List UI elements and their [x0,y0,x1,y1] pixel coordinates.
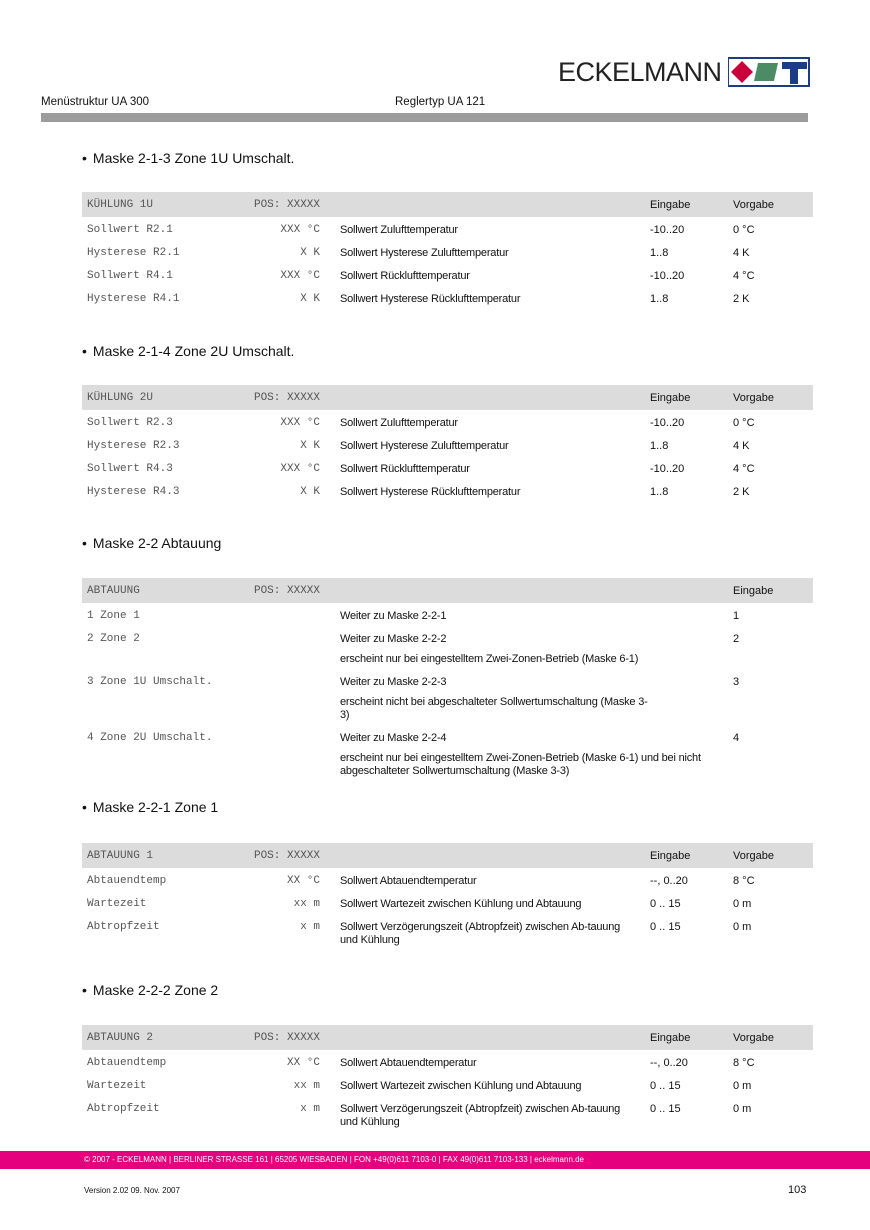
bullet-icon: • [82,343,87,359]
table-header-row [82,578,813,603]
param-description: Sollwert Hysterese Rücklufttemperatur [340,293,521,305]
empty-cell [245,626,320,669]
param-name: Hysterese R2.1 [87,247,180,259]
header-empty [320,1025,650,1050]
bullet-icon: • [82,982,87,998]
mask-table-kuehlung-1u [82,192,813,309]
section-title-maske-2-1-4: • Maske 2-1-4 Zone 2U Umschalt. [82,343,295,359]
header-empty [650,578,733,603]
empty-cell [650,669,733,725]
menu-entry-description: Weiter zu Maske 2-2-3 erscheint nicht bei abgeschalteter Sollwertumschaltung (Maske 3-3) [320,669,650,725]
param-display-value: x m [300,921,320,933]
menu-entry-note: erscheint nicht bei abgeschalteter Sollwertumschaltung (Maske 3-3) [340,696,648,721]
param-input-range: -10..20 [650,224,685,236]
param-display-value: xx m [293,898,320,910]
mask-table-kuehlung-2u [82,385,813,502]
table-row [82,725,813,781]
param-display-value: XX °C [286,1057,320,1069]
mask-position: POS: XXXXX [245,578,320,603]
header-empty [320,578,650,603]
param-input-range: -10..20 [650,463,685,475]
mask-position: POS: XXXXX [245,385,320,410]
param-description: Sollwert Zulufttemperatur [340,417,458,429]
table-row [82,433,813,456]
logo-wordmark: ECKELMANN [558,56,722,87]
param-input-range: 0 .. 15 [650,921,681,933]
column-eingabe: Eingabe [650,843,733,868]
header-divider-bar [41,113,808,122]
mask-position: POS: XXXXX [245,192,320,217]
column-vorgabe: Vorgabe [733,843,813,868]
param-default: 8 °C [733,1057,755,1069]
table-row [82,1050,813,1073]
bullet-icon: • [82,535,87,551]
table-row [82,263,813,286]
param-default: 0 m [733,898,752,910]
param-name: Sollwert R4.3 [87,463,173,475]
table-row [82,217,813,240]
table-row [82,891,813,914]
column-eingabe: Eingabe [650,385,733,410]
menu-entry-input: 4 [733,732,740,744]
param-default: 0 °C [733,224,755,236]
mask-name: ABTAUUNG 1 [82,843,245,868]
empty-cell [650,626,733,669]
param-name: Wartezeit [87,1080,147,1092]
param-display-value: XXX °C [280,463,320,475]
param-description: Sollwert Verzögerungszeit (Abtropfzeit) zwischen Ab-tauung und Kühlung [340,1103,621,1128]
param-description: Sollwert Hysterese Rücklufttemperatur [340,486,521,498]
column-vorgabe: Vorgabe [733,385,813,410]
param-default: 8 °C [733,875,755,887]
empty-cell [245,603,320,626]
param-default: 0 m [733,1080,752,1092]
menu-entry-note: erscheint nur bei eingestelltem Zwei-Zonen-Betrieb (Maske 6-1) [340,653,639,665]
bullet-icon: • [82,799,87,815]
table-row [82,479,813,502]
mask-position: POS: XXXXX [245,1025,320,1050]
column-vorgabe: Vorgabe [733,1025,813,1050]
empty-cell [245,725,320,781]
param-description: Sollwert Abtauendtemperatur [340,1057,477,1069]
mask-table-abtauung-2 [82,1025,813,1132]
section-title-maske-2-2: • Maske 2-2 Abtauung [82,535,222,551]
table-row [82,603,813,626]
param-default: 4 °C [733,270,755,282]
section-title-maske-2-1-3: • Maske 2-1-3 Zone 1U Umschalt. [82,150,295,166]
header-empty [320,192,650,217]
table-row [82,914,813,950]
table-row [82,240,813,263]
param-display-value: xx m [293,1080,320,1092]
mask-name: ABTAUUNG 2 [82,1025,245,1050]
param-description: Sollwert Zulufttemperatur [340,224,458,236]
menu-entry: 1 Zone 1 [87,610,140,622]
param-display-value: X K [300,247,320,259]
table-row [82,868,813,891]
param-name: Hysterese R4.3 [87,486,180,498]
param-default: 0 m [733,921,752,933]
table-row [82,669,813,725]
header-empty [320,843,650,868]
param-description: Sollwert Abtauendtemperatur [340,875,477,887]
param-input-range: -10..20 [650,270,685,282]
param-display-value: X K [300,486,320,498]
mask-table-abtauung [82,578,813,781]
param-input-range: 1..8 [650,440,669,452]
param-input-range: 0 .. 15 [650,1103,681,1115]
param-input-range: 1..8 [650,293,669,305]
column-eingabe: Eingabe [650,192,733,217]
param-name: Abtropfzeit [87,921,160,933]
param-display-value: x m [300,1103,320,1115]
menu-entry-note: erscheint nur bei eingestelltem Zwei-Zonen-Betrieb (Maske 6-1) und bei nicht abgeschalteter Sollwertumschaltung (Maske 3-3) [340,752,701,777]
param-display-value: XX °C [286,875,320,887]
param-display-value: X K [300,440,320,452]
param-input-range: 1..8 [650,247,669,259]
param-description: Sollwert Rücklufttemperatur [340,463,470,475]
table-row [82,1073,813,1096]
table-header-row [82,385,813,410]
table-row [82,286,813,309]
page-number: 103 [788,1184,807,1196]
param-input-range: --, 0..20 [650,1057,688,1069]
menu-entry-description: Weiter zu Maske 2-2-2 erscheint nur bei eingestelltem Zwei-Zonen-Betrieb (Maske 6-1) [320,626,650,669]
column-vorgabe: Vorgabe [733,192,813,217]
param-name: Hysterese R2.3 [87,440,180,452]
param-display-value: X K [300,293,320,305]
menu-entry-description: Weiter zu Maske 2-2-1 [340,610,447,622]
column-eingabe: Eingabe [650,1025,733,1050]
bullet-icon: • [82,150,87,166]
column-eingabe: Eingabe [733,578,813,603]
header-empty [320,385,650,410]
table-header-row [82,192,813,217]
section-title-maske-2-2-1: • Maske 2-2-1 Zone 1 [82,799,219,815]
param-display-value: XXX °C [280,224,320,236]
menu-entry: 2 Zone 2 [87,633,140,645]
header-controller-type: Reglertyp UA 121 [395,96,486,108]
param-name: Sollwert R2.1 [87,224,173,236]
menu-entry-input: 3 [733,676,740,688]
param-name: Sollwert R2.3 [87,417,173,429]
logo-mark-icon [728,57,810,87]
menu-entry-description: Weiter zu Maske 2-2-4 erscheint nur bei eingestelltem Zwei-Zonen-Betrieb (Maske 6-1) und bei nicht abgeschalteter Sollwertumschaltung (Maske 3-3) [320,725,733,781]
mask-name: KÜHLUNG 1U [82,192,245,217]
param-default: 0 °C [733,417,755,429]
param-display-value: XXX °C [280,417,320,429]
param-default: 2 K [733,293,750,305]
header-document-title: Menüstruktur UA 300 [41,96,150,108]
param-description: Sollwert Verzögerungszeit (Abtropfzeit) zwischen Ab-tauung und Kühlung [340,921,621,946]
version-info: Version 2.02 09. Nov. 2007 [84,1186,180,1195]
mask-position: POS: XXXXX [245,843,320,868]
param-name: Abtauendtemp [87,875,167,887]
table-row [82,626,813,669]
table-header-row [82,1025,813,1050]
param-description: Sollwert Wartezeit zwischen Kühlung und Abtauung [340,1080,582,1092]
param-default: 4 °C [733,463,755,475]
eckelmann-logo [558,57,810,87]
empty-cell [650,603,733,626]
mask-table-abtauung-1 [82,843,813,950]
menu-entry-input: 1 [733,610,740,622]
param-input-range: 1..8 [650,486,669,498]
menu-entry: 4 Zone 2U Umschalt. [87,732,213,744]
param-name: Wartezeit [87,898,147,910]
mask-name: ABTAUUNG [82,578,245,603]
param-name: Hysterese R4.1 [87,293,180,305]
param-default: 4 K [733,247,750,259]
param-name: Abtropfzeit [87,1103,160,1115]
param-input-range: --, 0..20 [650,875,688,887]
param-default: 4 K [733,440,750,452]
table-row [82,456,813,479]
param-description: Sollwert Rücklufttemperatur [340,270,470,282]
param-name: Abtauendtemp [87,1057,167,1069]
menu-entry-input: 2 [733,633,740,645]
param-description: Sollwert Hysterese Zulufttemperatur [340,440,509,452]
param-default: 0 m [733,1103,752,1115]
param-input-range: -10..20 [650,417,685,429]
param-description: Sollwert Hysterese Zulufttemperatur [340,247,509,259]
mask-name: KÜHLUNG 2U [82,385,245,410]
param-input-range: 0 .. 15 [650,898,681,910]
param-description: Sollwert Wartezeit zwischen Kühlung und Abtauung [340,898,582,910]
table-row [82,410,813,433]
menu-entry: 3 Zone 1U Umschalt. [87,676,213,688]
param-default: 2 K [733,486,750,498]
section-title-maske-2-2-2: • Maske 2-2-2 Zone 2 [82,982,219,998]
param-input-range: 0 .. 15 [650,1080,681,1092]
table-row [82,1096,813,1132]
table-header-row [82,843,813,868]
param-name: Sollwert R4.1 [87,270,173,282]
empty-cell [245,669,320,725]
param-display-value: XXX °C [280,270,320,282]
footer-address: © 2007 - ECKELMANN | BERLINER STRASSE 161 | 65205 WIESBADEN | FON +49(0)611 7103-0 | FAX 49(0)611 7103-133 | eckelmann.de [84,1155,585,1164]
